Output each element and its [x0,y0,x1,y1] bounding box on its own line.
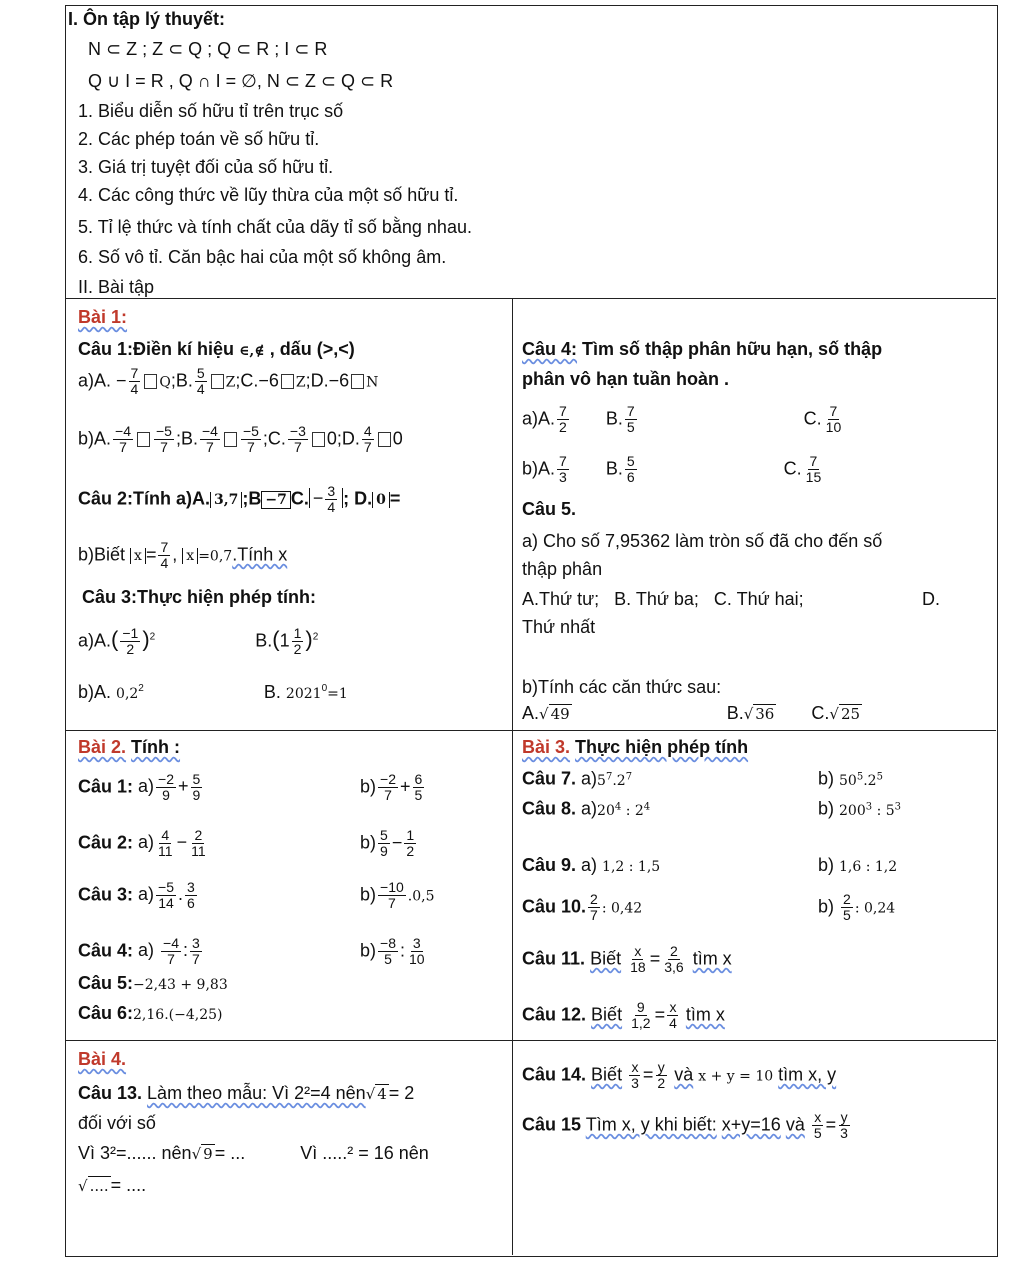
cau3-prompt: Câu 3:Thực hiện phép tính: [82,587,317,607]
theory-item: 1. Biểu diễn số hữu tỉ trên trục số [78,101,344,121]
bai2-cau2: Câu 2: a) $\frac{4}{11}$ − $\frac{2}{11}$ [78,827,206,859]
exercises-heading: II. Bài tập [78,277,155,297]
bai2-cau6: Câu 6:2,16.(−4,25) [78,1003,223,1023]
cau5-a-text: a) Cho số 7,95362 làm tròn số đã cho đến số [522,531,883,551]
cau4-b-row: b)A. $\frac{7}{3}$ B. $\frac{5}{6}$ C. $\frac{7}{15}$ [522,453,822,485]
bai2-cau4-b: b) $\frac{-8}{5}$ : $\frac{3}{10}$ [360,935,425,967]
cau3-a-row: a)A.( $\frac{-1}{2}$ )$^2$ B.(1 $\frac{1}{2}$ )$^2$ [78,625,319,657]
sets-line-2: Q ∪ I = R , Q ∩ I = ∅, N ⊂ Z ⊂ Q ⊂ R [88,71,394,91]
column-divider [512,298,513,1255]
bai3-cau12: Câu 12. Biết $\frac{9}{1,2}$ = $\frac{x}{4}$ tìm x [522,999,725,1031]
theory-item: 5. Tỉ lệ thức và tính chất của dãy tỉ số bằng nhau. [78,217,472,237]
cau5-title: Câu 5. [522,499,577,519]
row-divider [65,1040,996,1041]
bai4-cau13-line3: Vì 3²=...... nên√ 9 = ... Vì .....² = 16 nên [78,1143,429,1163]
bai3-cau7-b: b) $50^5.2^5$ [818,768,883,789]
cau3-b-row: b)A. $0,2^2$ B. $2021^0=1$ [78,682,348,702]
bai2-cau4: Câu 4: a) $\frac{-4}{7}$ : $\frac{3}{7}$ [78,935,200,967]
theory-item: 2. Các phép toán về số hữu tỉ. [78,129,320,149]
bai3-cau10-b: b) $\frac{2}{5}$ : 0,24 [818,891,896,923]
cau2-row: Câu 2:Tính a)A. 3,7 ;B −7 C. − $\frac{3}{4}$ ; D. 0 = [78,483,401,515]
cau5-option-d: Thứ nhất [522,617,596,637]
bai2-cau3-b: b) $\frac{-10}{7}$ .0,5 [360,879,435,911]
theory-item: 3. Giá trị tuyệt đối của số hữu tỉ. [78,157,334,177]
bai3-title: Bài 3. Thực hiện phép tính [522,737,749,757]
sets-line-1: N ⊂ Z ; Z ⊂ Q ; Q ⊂ R ; I ⊂ R [88,39,328,59]
bai3-cau8: Câu 8. $a)20^4$ : $2^4$ [522,798,651,819]
cau2-b-row: b)Biết x = $\frac{7}{4}$ , x =0,7.Tính x [78,539,288,571]
table-top-border [65,298,996,299]
theory-item: 4. Các công thức về lũy thừa của một số hữu tỉ. [78,185,459,205]
bai3-cau7: Câu 7. $a)5^7.2^7$ [522,768,633,789]
row-divider [65,730,996,731]
bai3-cau11: Câu 11. Biết $\frac{x}{18}$ = $\frac{2}{3,6}$ tìm x [522,943,732,975]
bai2-cau3: Câu 3: a) $\frac{-5}{14}$ . $\frac{3}{6}$ [78,879,195,911]
cau5-a-text-2: thập phân [522,559,603,579]
theory-item: 6. Số vô tỉ. Căn bậc hai của một số không âm. [78,247,447,267]
cau1-a-row: a)A. − $\frac{7}{4}$ Q;B. $\frac{5}{4}$ Z;C.−6 Z;D.−6 N [78,365,379,397]
theory-heading: I. Ôn tập lý thuyết: [68,9,226,29]
cau4-prompt: Câu 4: Tìm số thập phân hữu hạn, số thập [522,339,883,359]
bai2-title: Bài 2. Tính : [78,737,181,757]
cau4-prompt-2: phân vô hạn tuần hoàn . [522,369,729,389]
cau5-b-text: b)Tính các căn thức sau: [522,677,722,697]
cau1-prompt: Câu 1:Điền kí hiệu ∈,∉ , dấu (>,<) [78,339,355,359]
bai4-cau13-line4: √ .... = .... [78,1175,147,1195]
bai1-title: Bài 1: [78,307,128,327]
bai3-cau8-b: b) $200^3$ : $5^3$ [818,798,902,819]
bai2-cau1-b: b) $\frac{-2}{7}$ + $\frac{6}{5}$ [360,771,423,803]
cau4-a-row: a)A. $\frac{7}{2}$ B. $\frac{7}{5}$ C. $\frac{7}{10}$ [522,403,842,435]
bai4-cau13-line2: đối với số [78,1113,156,1133]
bai2-cau1: Câu 1: a) $\frac{-2}{9}$ + $\frac{5}{9}$ [78,771,201,803]
bai3-cau9-b: b) 1,6 : 1,2 [818,855,898,875]
bai2-cau5: Câu 5:−2,43 + 9,83 [78,973,228,993]
bai4-cau15: Câu 15 Tìm x, y khi biết: x+y=16 và $\frac{x}{5}$ = $\frac{y}{3}$ [522,1109,848,1141]
bai4-title: Bài 4. [78,1049,127,1069]
bai2-cau2-b: b) $\frac{5}{9}$ − $\frac{1}{2}$ [360,827,415,859]
cau1-b-row: b)A. $\frac{-4}{7}$ $\frac{-5}{7}$ ;B. $\frac{-4}{7}$ $\frac{-5}{7}$ ;C. $\frac{-3}{7}$ 0;D. $\frac{4}{7}$ 0 [78,423,403,455]
bai4-cau14: Câu 14. Biết $\frac{x}{3}$ = $\frac{y}{2}$ và x + y = 10 tìm x, y [522,1059,837,1091]
cau5-roots: A.√ 49 B.√ 36 C.√ 25 [522,703,861,723]
cau5-options: A.Thứ tư; B. Thứ ba; C. Thứ hai; D. [522,589,940,609]
bai4-cau13: Câu 13. Làm theo mẫu: Vì 2²=4 nên√ 4 = 2 [78,1083,415,1103]
bai3-cau9: Câu 9. a) 1,2 : 1,5 [522,855,661,875]
bai3-cau10: Câu 10. $\frac{2}{7}$ : 0,42 [522,891,643,923]
